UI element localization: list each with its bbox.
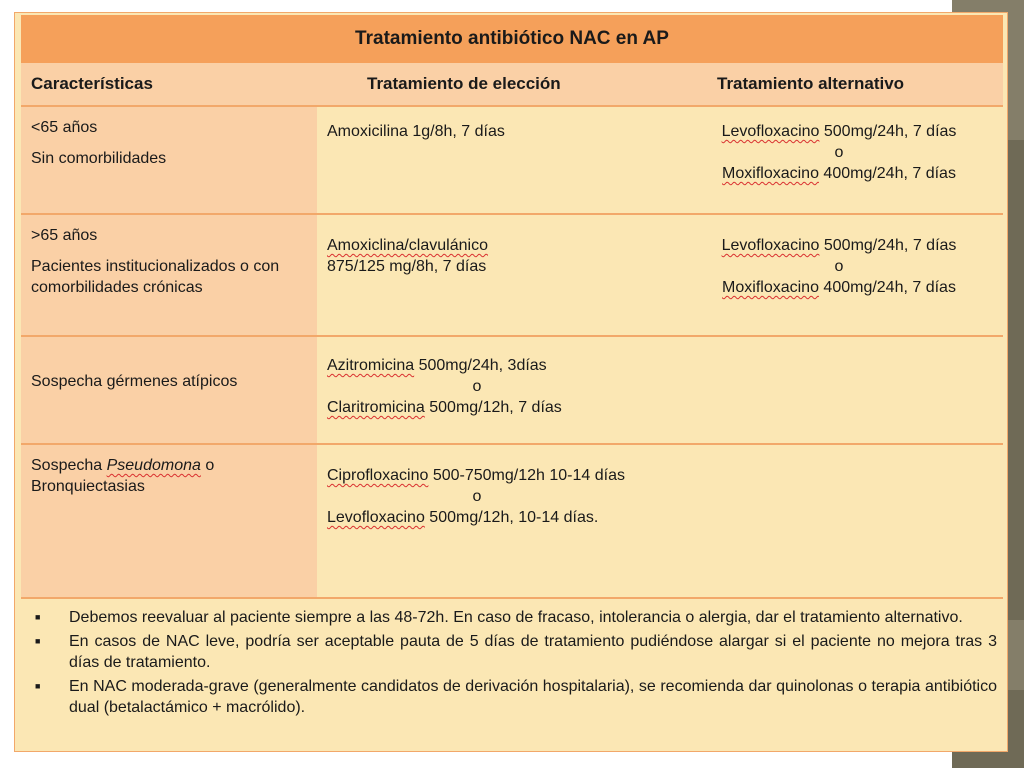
cell-text: Pacientes institucionalizados o con comorbilidades crónicas	[31, 258, 280, 296]
cell-characteristics	[21, 107, 317, 213]
cell-text: Amoxiclina/clavulánico	[327, 237, 488, 254]
cell-text-part: Sospecha	[31, 457, 107, 474]
cell-text	[31, 455, 307, 497]
cell-text: Ciprofloxacino 500-750mg/12h 10-14 días	[327, 467, 625, 484]
cell-text: Claritromicina 500mg/12h, 7 días	[327, 399, 562, 416]
cell-text: Amoxicilina 1g/8h, 7 días	[327, 123, 505, 140]
cell-text-part: o Bronquiectasias	[31, 457, 215, 495]
square-bullet-icon: ■	[35, 612, 41, 622]
cell-choice	[317, 107, 675, 213]
header-alternative: Tratamiento alternativo	[717, 74, 905, 93]
header-choice: Tratamiento de elección	[367, 74, 561, 93]
note-text: En casos de NAC leve, podría ser aceptable pauta de 5 días de tratamiento pudiéndose alargar si el paciente no mejora tras 3 días de tratamiento.	[69, 633, 997, 671]
list-item	[29, 607, 997, 628]
square-bullet-icon: ■	[35, 636, 41, 646]
list-item	[29, 676, 997, 718]
table-header-row	[21, 63, 1003, 105]
drug-name: Levofloxacino	[721, 123, 820, 140]
list-item	[29, 631, 997, 673]
square-bullet-icon: ■	[35, 681, 41, 691]
cell-alternative	[675, 445, 1003, 597]
cell-alternative	[675, 337, 1003, 443]
cell-text: Levofloxacino 500mg/24h, 7 días	[721, 123, 957, 140]
drug-name: Ciprofloxacino	[327, 467, 429, 484]
table-row	[21, 335, 1003, 443]
cell-characteristics	[21, 337, 317, 443]
drug-name: Levofloxacino	[327, 509, 425, 526]
cell-text: o	[834, 144, 844, 161]
cell-characteristics	[21, 445, 317, 597]
cell-text: Moxifloxacino 400mg/24h, 7 días	[722, 165, 956, 182]
drug-name: Levofloxacino	[721, 237, 820, 254]
cell-text: Sin comorbilidades	[31, 150, 167, 167]
cell-text: o	[472, 378, 482, 395]
table-row	[21, 443, 1003, 597]
cell-text: o	[472, 488, 482, 505]
cell-choice	[317, 337, 675, 443]
cell-text: Levofloxacino 500mg/24h, 7 días	[721, 237, 957, 254]
treatment-table	[14, 12, 1008, 752]
cell-text: 875/125 mg/8h, 7 días	[327, 258, 487, 275]
cell-choice	[317, 215, 675, 335]
table-row	[21, 213, 1003, 335]
note-text: En NAC moderada-grave (generalmente candidatos de derivación hospitalaria), se recomienda dar quinolonas o terapia antibiótico dual (betalactámico + macrólido).	[69, 678, 997, 716]
cell-text: Moxifloxacino 400mg/24h, 7 días	[722, 279, 956, 296]
drug-name: Claritromicina	[327, 399, 425, 416]
cell-text-italic: Pseudomona	[106, 457, 201, 474]
notes-list	[21, 597, 1003, 747]
drug-name: Moxifloxacino	[722, 165, 819, 182]
cell-alternative	[675, 107, 1003, 213]
table-title: Tratamiento antibiótico NAC en AP	[21, 15, 1003, 63]
cell-text: Azitromicina 500mg/24h, 3días	[327, 357, 547, 374]
cell-text: <65 años	[31, 119, 98, 136]
cell-text: Levofloxacino 500mg/12h, 10-14 días.	[327, 509, 599, 526]
cell-choice	[317, 445, 675, 597]
header-characteristics: Características	[31, 74, 153, 93]
table-row	[21, 105, 1003, 213]
drug-name: Azitromicina	[327, 357, 415, 374]
cell-text: Sospecha gérmenes atípicos	[31, 373, 238, 390]
cell-text: o	[834, 258, 844, 275]
note-text: Debemos reevaluar al paciente siempre a las 48-72h. En caso de fracaso, intolerancia o alergia, dar el tratamiento alternativo.	[69, 609, 963, 626]
drug-name: Moxifloxacino	[722, 279, 819, 296]
cell-text: >65 años	[31, 227, 98, 244]
cell-alternative	[675, 215, 1003, 335]
cell-characteristics	[21, 215, 317, 335]
